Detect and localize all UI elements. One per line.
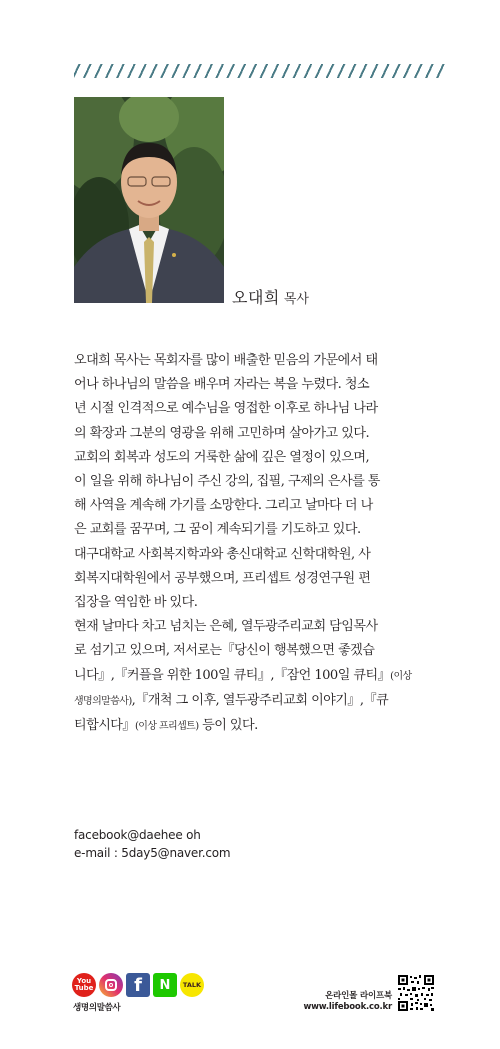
kakaotalk-icon[interactable]: TALK bbox=[180, 973, 204, 997]
qr-code-icon[interactable] bbox=[398, 975, 434, 1011]
author-biography bbox=[74, 349, 438, 739]
facebook-icon[interactable]: f bbox=[126, 973, 150, 997]
bio-line: 회복지대학원에서 공부했으며, 프리셉트 성경연구원 편 bbox=[74, 570, 371, 586]
author-title: 목사 bbox=[283, 292, 309, 307]
author-photo bbox=[74, 97, 224, 303]
bio-paragraph-1 bbox=[74, 349, 438, 446]
bio-line: 현재 날마다 차고 넘치는 은혜, 열두광주리교회 담임목사 bbox=[74, 619, 378, 635]
bio-line: 오대희 목사는 목회자를 많이 배출한 믿음의 가문에서 태 bbox=[74, 353, 378, 368]
instagram-icon[interactable] bbox=[99, 973, 123, 997]
bio-line: 교회의 회복과 성도의 거룩한 삶에 깊은 열정이 있으며, bbox=[74, 449, 370, 465]
bio-text: ,『개척 그 이후, 열두광주리교회 이야기』,『큐 bbox=[131, 692, 389, 708]
bio-line: 대구대학교 사회복지학과와 총신대학교 신학대학원, 사 bbox=[74, 546, 371, 562]
bio-text: 니다』,『커플을 위한 100일 큐티』,『잠언 100일 큐티』 bbox=[74, 667, 391, 683]
bio-line: 년 시절 인격적으로 예수님을 영접한 이후로 하나님 나라 bbox=[74, 401, 378, 417]
bio-paragraph-2 bbox=[74, 446, 438, 543]
author-name: 오대희 bbox=[232, 288, 280, 307]
facebook-contact: facebook@daehee oh bbox=[74, 828, 201, 842]
online-store-label: 온라인몰 라이프북 bbox=[325, 991, 392, 1001]
social-icons bbox=[72, 973, 204, 997]
bio-text: 티합시다』 bbox=[74, 718, 135, 734]
author-name-line bbox=[232, 285, 309, 308]
bio-paragraph-3 bbox=[74, 543, 438, 616]
bio-line: 이 일을 위해 하나님이 주신 강의, 집필, 구제의 은사를 통 bbox=[74, 474, 380, 490]
email-contact: e-mail : 5day5@naver.com bbox=[74, 846, 231, 860]
bio-line: 은 교회를 꿈꾸며, 그 꿈이 계속되기를 기도하고 있다. bbox=[74, 522, 361, 538]
online-store-url[interactable]: www.lifebook.co.kr bbox=[303, 1002, 392, 1012]
bio-line: 로 섬기고 있으며, 저서로는『당신이 행복했으면 좋겠습 bbox=[74, 643, 375, 659]
online-store bbox=[303, 991, 392, 1013]
bio-line: 의 확장과 그분의 영광을 위해 고민하며 살아가고 있다. bbox=[74, 425, 370, 441]
bio-line bbox=[74, 714, 438, 739]
bio-small-note: (이상 프리셉트) bbox=[134, 721, 199, 733]
bio-small-note: 생명의말씀사) bbox=[74, 695, 132, 707]
bio-line: 집장을 역임한 바 있다. bbox=[74, 595, 198, 611]
bio-line bbox=[74, 664, 438, 689]
bio-line bbox=[74, 689, 438, 714]
publisher-label: 생명의말씀사 bbox=[73, 1003, 121, 1013]
bio-paragraph-4 bbox=[74, 615, 438, 739]
contact-info bbox=[74, 826, 230, 862]
youtube-icon[interactable]: You Tube bbox=[72, 973, 96, 997]
camera-glyph bbox=[105, 979, 117, 991]
bio-line: 해 사역을 계속해 가기를 소망한다. 그리고 날마다 더 나 bbox=[74, 498, 373, 514]
bio-text: 등이 있다. bbox=[198, 718, 258, 734]
bio-small-note: (이상 bbox=[390, 670, 412, 682]
bio-line: 어나 하나님의 말씀을 배우며 자라는 복을 누렸다. 청소 bbox=[74, 377, 370, 393]
decorative-slash-rule bbox=[74, 64, 446, 78]
naver-icon[interactable]: N bbox=[153, 973, 177, 997]
